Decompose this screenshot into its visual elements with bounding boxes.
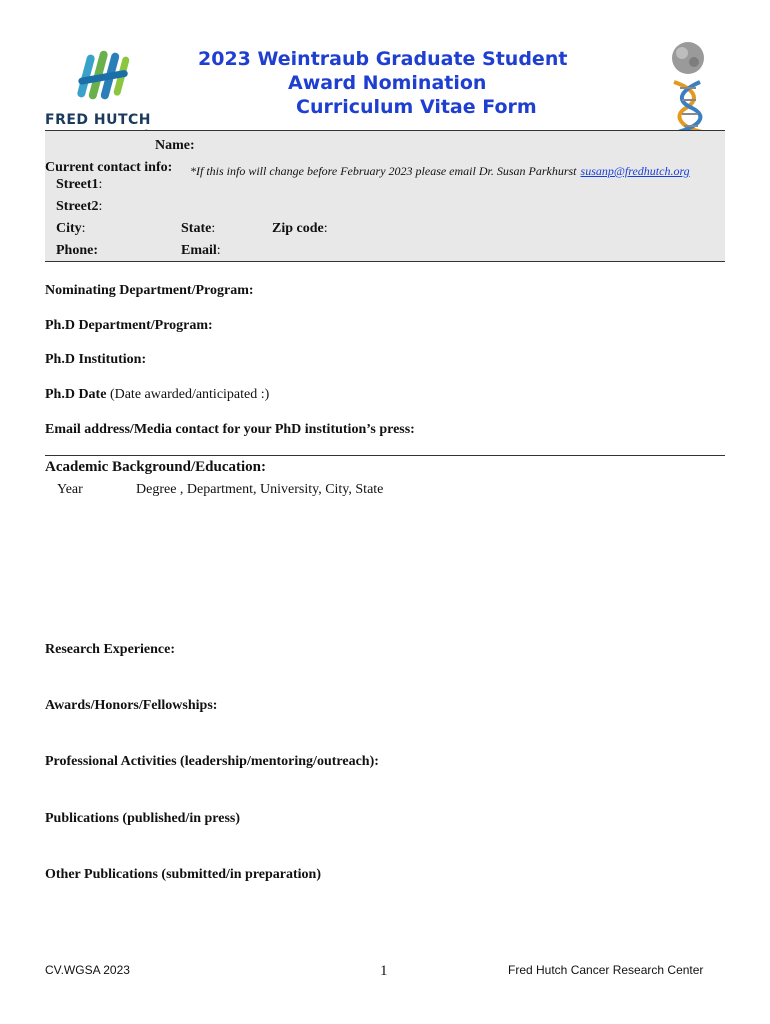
state-field[interactable]: State:: [181, 221, 216, 236]
email-label: Email: [181, 243, 217, 258]
street2-label: Street2: [56, 199, 99, 214]
street1-label: Street1: [56, 177, 99, 192]
phd-date-label: Ph.D Date: [45, 387, 107, 402]
name-label: Name:: [155, 138, 195, 153]
title-line-3: Curriculum Vitae Form: [296, 96, 537, 118]
awards-heading: Awards/Honors/Fellowships:: [45, 698, 218, 713]
city-field[interactable]: City:: [56, 221, 86, 236]
phd-department-label: Ph.D Department/Program:: [45, 318, 213, 333]
zip-field[interactable]: Zip code:: [272, 221, 328, 236]
dna-helix-icon: [652, 38, 724, 136]
contact-note-text: *If this info will change before February 2023 please email Dr. Susan Parkhurst: [190, 164, 577, 178]
city-label: City: [56, 221, 82, 236]
phone-label: Phone:: [56, 243, 98, 258]
street1-field[interactable]: Street1:: [56, 177, 103, 192]
logo-wordmark: FRED HUTCH: [45, 112, 152, 128]
other-publications-heading: Other Publications (submitted/in preparation): [45, 867, 322, 882]
publications-heading: Publications (published/in press): [45, 811, 241, 826]
contact-note: [190, 162, 690, 180]
email-field[interactable]: Email:: [181, 243, 221, 258]
footer-left: CV.WGSA 2023: [45, 963, 130, 977]
research-experience-heading: Research Experience:: [45, 642, 175, 657]
academic-year-column: Year: [57, 482, 83, 497]
title-line-1: 2023 Weintraub Graduate Student: [198, 48, 568, 70]
professional-activities-heading: Professional Activities (leadership/mentoring/outreach):: [45, 754, 379, 769]
phd-date-row: [45, 387, 269, 403]
contact-info-box: [45, 130, 725, 262]
phd-date-note: (Date awarded/anticipated :): [109, 387, 270, 402]
page-number: 1: [380, 963, 388, 979]
media-contact-label: Email address/Media contact for your PhD institution’s press:: [45, 422, 415, 437]
state-label: State: [181, 221, 212, 236]
phd-institution-label: Ph.D Institution:: [45, 352, 147, 367]
nominating-program-label: Nominating Department/Program:: [45, 283, 254, 298]
academic-heading: Academic Background/Education:: [45, 459, 266, 475]
footer-right: Fred Hutch Cancer Research Center: [508, 963, 704, 977]
street2-field[interactable]: Street2:: [56, 199, 103, 214]
current-contact-label: Current contact info:: [45, 160, 173, 175]
academic-degree-column: Degree , Department, University, City, State: [136, 482, 384, 497]
zip-label: Zip code: [272, 221, 324, 236]
contact-email-link[interactable]: susanp@fredhutch.org: [580, 164, 690, 178]
title-line-2: Award Nomination: [288, 72, 487, 94]
section-divider: [45, 455, 725, 456]
page-title: [180, 47, 600, 119]
